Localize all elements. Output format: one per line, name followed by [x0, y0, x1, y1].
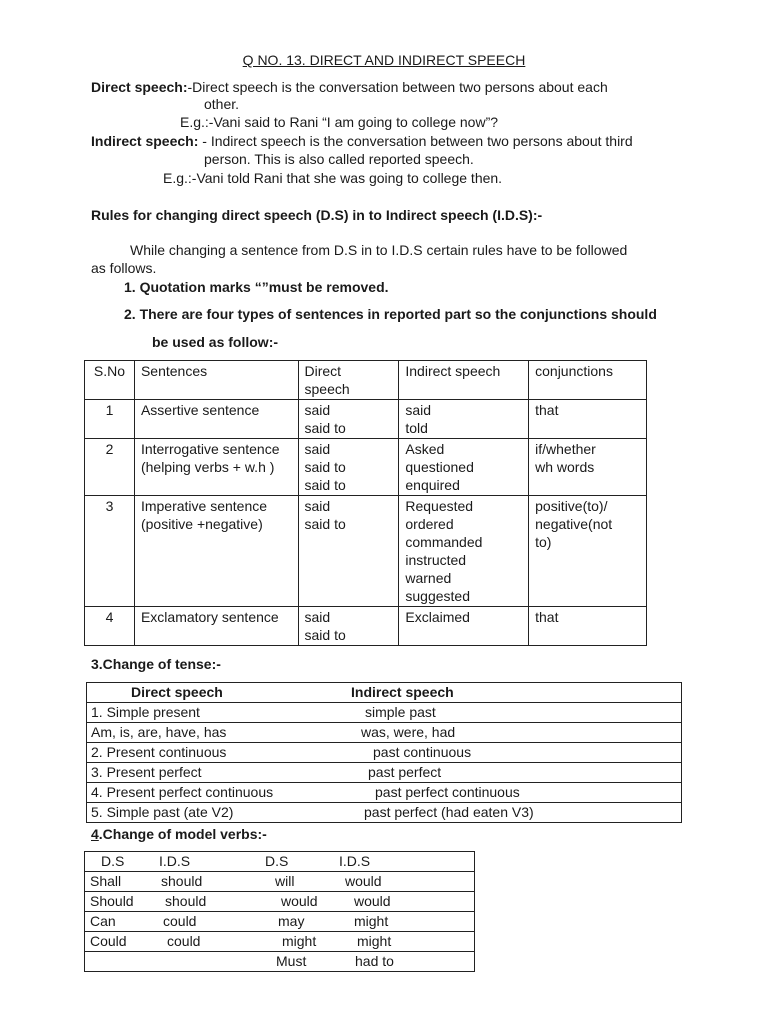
table-header-row	[85, 361, 647, 400]
indirect-speech-label: Indirect speech:	[91, 133, 199, 149]
indirect-speech-text: - Indirect speech is the conversation between two persons about third	[198, 133, 633, 149]
header-direct-speech: Direct speech	[131, 684, 223, 700]
indirect: Asked questioned enquired	[399, 439, 529, 496]
table-row	[85, 439, 647, 496]
table-row	[85, 400, 647, 439]
table-row: 3. Present perfect past perfect	[87, 763, 682, 783]
sentence: Exclamatory sentence	[134, 607, 298, 646]
header-sentences: Sentences	[134, 361, 298, 400]
sentence: Imperative sentence (positive +negative)	[134, 496, 298, 607]
table-row: 5. Simple past (ate V2) past perfect (had eaten V3)	[87, 803, 682, 823]
page-title: Q NO. 13. DIRECT AND INDIRECT SPEECH	[242, 52, 526, 68]
table-row: 1. Simple present simple past	[87, 703, 682, 723]
indirect-speech-text-cont: person. This is also called reported speech.	[204, 151, 474, 167]
direct-speech-text: -Direct speech is the conversation between two persons about each	[187, 79, 608, 95]
table-header-row	[87, 683, 682, 703]
modal-verbs-table	[84, 851, 475, 972]
indirect: Requested ordered commanded instructed warned suggested	[399, 496, 529, 607]
conjunction: if/whether wh words	[529, 439, 647, 496]
indirect-speech-example: E.g.:-Vani told Rani that she was going to college then.	[163, 170, 503, 186]
indirect: Exclaimed	[399, 607, 529, 646]
table-row	[85, 496, 647, 607]
sentence-types-table	[84, 360, 647, 646]
sno: 2	[85, 439, 135, 496]
intro-line-2: as follows.	[91, 260, 157, 276]
header-indirect-speech: Indirect speech	[351, 684, 454, 700]
modal-heading: 4.Change of model verbs:-	[91, 826, 267, 842]
rule-2-cont: be used as follow:-	[152, 334, 279, 350]
direct-speech-text-cont: other.	[204, 96, 240, 112]
table-row: Am, is, are, have, has was, were, had	[87, 723, 682, 743]
table-header-row: D.S I.D.S D.S I.D.S	[85, 852, 475, 872]
direct-speech-label: Direct speech:	[91, 79, 188, 95]
intro-line-1: While changing a sentence from D.S in to I.D.S certain rules have to be followed	[130, 242, 628, 258]
sno: 1	[85, 400, 135, 439]
conjunction: that	[529, 400, 647, 439]
tense-table	[86, 682, 682, 823]
rule-1: 1. Quotation marks “”must be removed.	[124, 279, 389, 295]
indirect: said told	[399, 400, 529, 439]
indirect-speech-definition	[91, 133, 633, 149]
header-conjunctions: conjunctions	[529, 361, 647, 400]
rule-2: 2. There are four types of sentences in reported part so the conjunctions should	[124, 306, 657, 322]
direct: said said to said to	[298, 439, 399, 496]
header-sno: S.No	[85, 361, 135, 400]
table-row: Can could may might	[85, 912, 475, 932]
table-row: Shall should will would	[85, 872, 475, 892]
rules-heading: Rules for changing direct speech (D.S) in to Indirect speech (I.D.S):-	[91, 207, 543, 223]
header-indirect: Indirect speech	[399, 361, 529, 400]
direct: said said to	[298, 607, 399, 646]
conjunction: positive(to)/ negative(not to)	[529, 496, 647, 607]
table-row: Could could might might	[85, 932, 475, 952]
table-row: Should should would would	[85, 892, 475, 912]
header-direct: Direct speech	[298, 361, 399, 400]
table-row: 4. Present perfect continuous past perfect continuous	[87, 783, 682, 803]
conjunction: that	[529, 607, 647, 646]
table-row: Must had to	[85, 952, 475, 972]
direct: said said to	[298, 400, 399, 439]
direct-speech-example: E.g.:-Vani said to Rani “I am going to college now”?	[180, 114, 499, 130]
tense-heading: 3.Change of tense:-	[91, 656, 221, 672]
table-row: 2. Present continuous past continuous	[87, 743, 682, 763]
sentence: Assertive sentence	[134, 400, 298, 439]
sentence: Interrogative sentence (helping verbs + w.h )	[134, 439, 298, 496]
direct-speech-definition	[91, 79, 608, 95]
table-row	[85, 607, 647, 646]
direct: said said to	[298, 496, 399, 607]
sno: 3	[85, 496, 135, 607]
sno: 4	[85, 607, 135, 646]
